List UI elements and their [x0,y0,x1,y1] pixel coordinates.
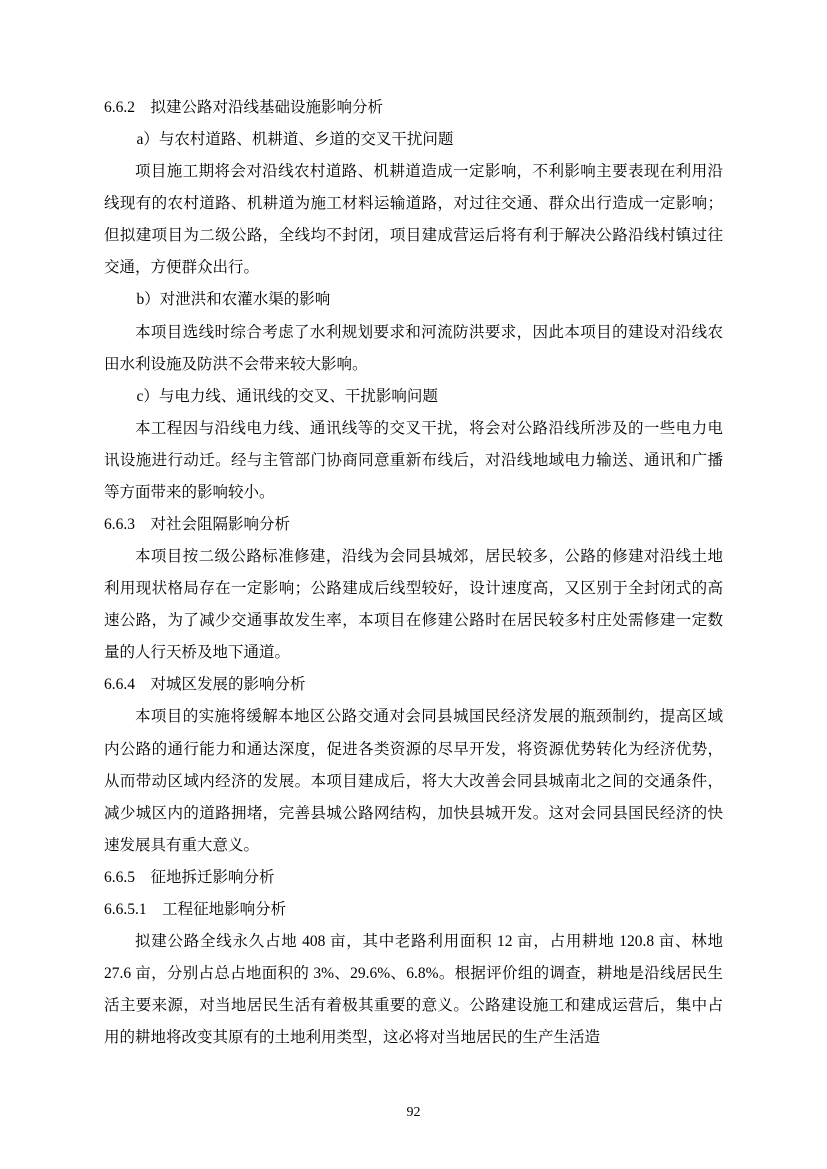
paragraph-sub-c: c）与电力线、通讯线的交叉、干扰影响问题 [136,387,438,405]
paragraph: 本项目按二级公路标准修建，沿线为会同县城郊，居民较多，公路的修建对沿线土地利用现状格局存在一定影响；公路建成后线型较好，设计速度高，又区别于全封闭式的高速公路，为了减少交通事故发生率，本项目在修建公路时在居民较多村庄处需修建一定数量的人行天桥及地下通道。 [104,548,723,662]
page-number: 92 [406,1105,421,1120]
section-heading: 6.6.4 对城区发展的影响分析 [104,676,306,694]
paragraph-sub-a: a）与农村道路、机耕道、乡道的交叉干扰问题 [136,131,454,149]
paragraph: 拟建公路全线永久占地 408 亩，其中老路利用面积 12 亩，占用耕地 120.8 亩、林地 27.6 亩，分别占总占地面积的 3%、29.6%、6.8%。根据评价组的调查，耕地是沿线居民生活主要来源，对当地居民生活有着极其重要的意义。公路建设施工和建成运营后，集中占用的耕地将改变其原有的土地利用类型，这必将对当地居民的生产生活造 [104,933,723,1047]
paragraph: 本工程因与沿线电力线、通讯线等的交叉干扰，将会对公路沿线所涉及的一些电力电讯设施进行动迁。经与主管部门协商同意重新布线后，对沿线地域电力输送、通讯和广播等方面带来的影响较小。 [104,419,723,501]
section-heading: 6.6.2 拟建公路对沿线基础设施影响分析 [104,99,384,116]
paragraph: 本项目选线时综合考虑了水利规划要求和河流防洪要求，因此本项目的建设对沿线农田水利设施及防洪不会带来较大影响。 [104,323,723,373]
paragraph-sub-b: b）对泄洪和农灌水渠的影响 [136,291,331,309]
document-body [104,92,723,1054]
paragraph: 本项目的实施将缓解本地区公路交通对会同县城国民经济发展的瓶颈制约，提高区域内公路的通行能力和通达深度，促进各类资源的尽早开发，将资源优势转化为经济优势，从而带动区域内经济的发展。本项目建成后，将大大改善会同县城南北之间的交通条件，减少城区内的道路拥堵，完善县城公路网结构，加快县城开发。这对会同县国民经济的快速发展具有重大意义。 [104,708,723,854]
section-heading: 6.6.5 征地拆迁影响分析 [104,868,275,886]
paragraph: 项目施工期将会对沿线农村道路、机耕道造成一定影响，不利影响主要表现在利用沿线现有的农村道路、机耕道为施工材料运输道路，对过往交通、群众出行造成一定影响；但拟建项目为二级公路，全线均不封闭，项目建成营运后将有利于解决公路沿线村镇过往交通，方便群众出行。 [104,163,723,277]
section-heading: 6.6.5.1 工程征地影响分析 [104,900,287,918]
section-heading: 6.6.3 对社会阻隔影响分析 [104,516,291,534]
